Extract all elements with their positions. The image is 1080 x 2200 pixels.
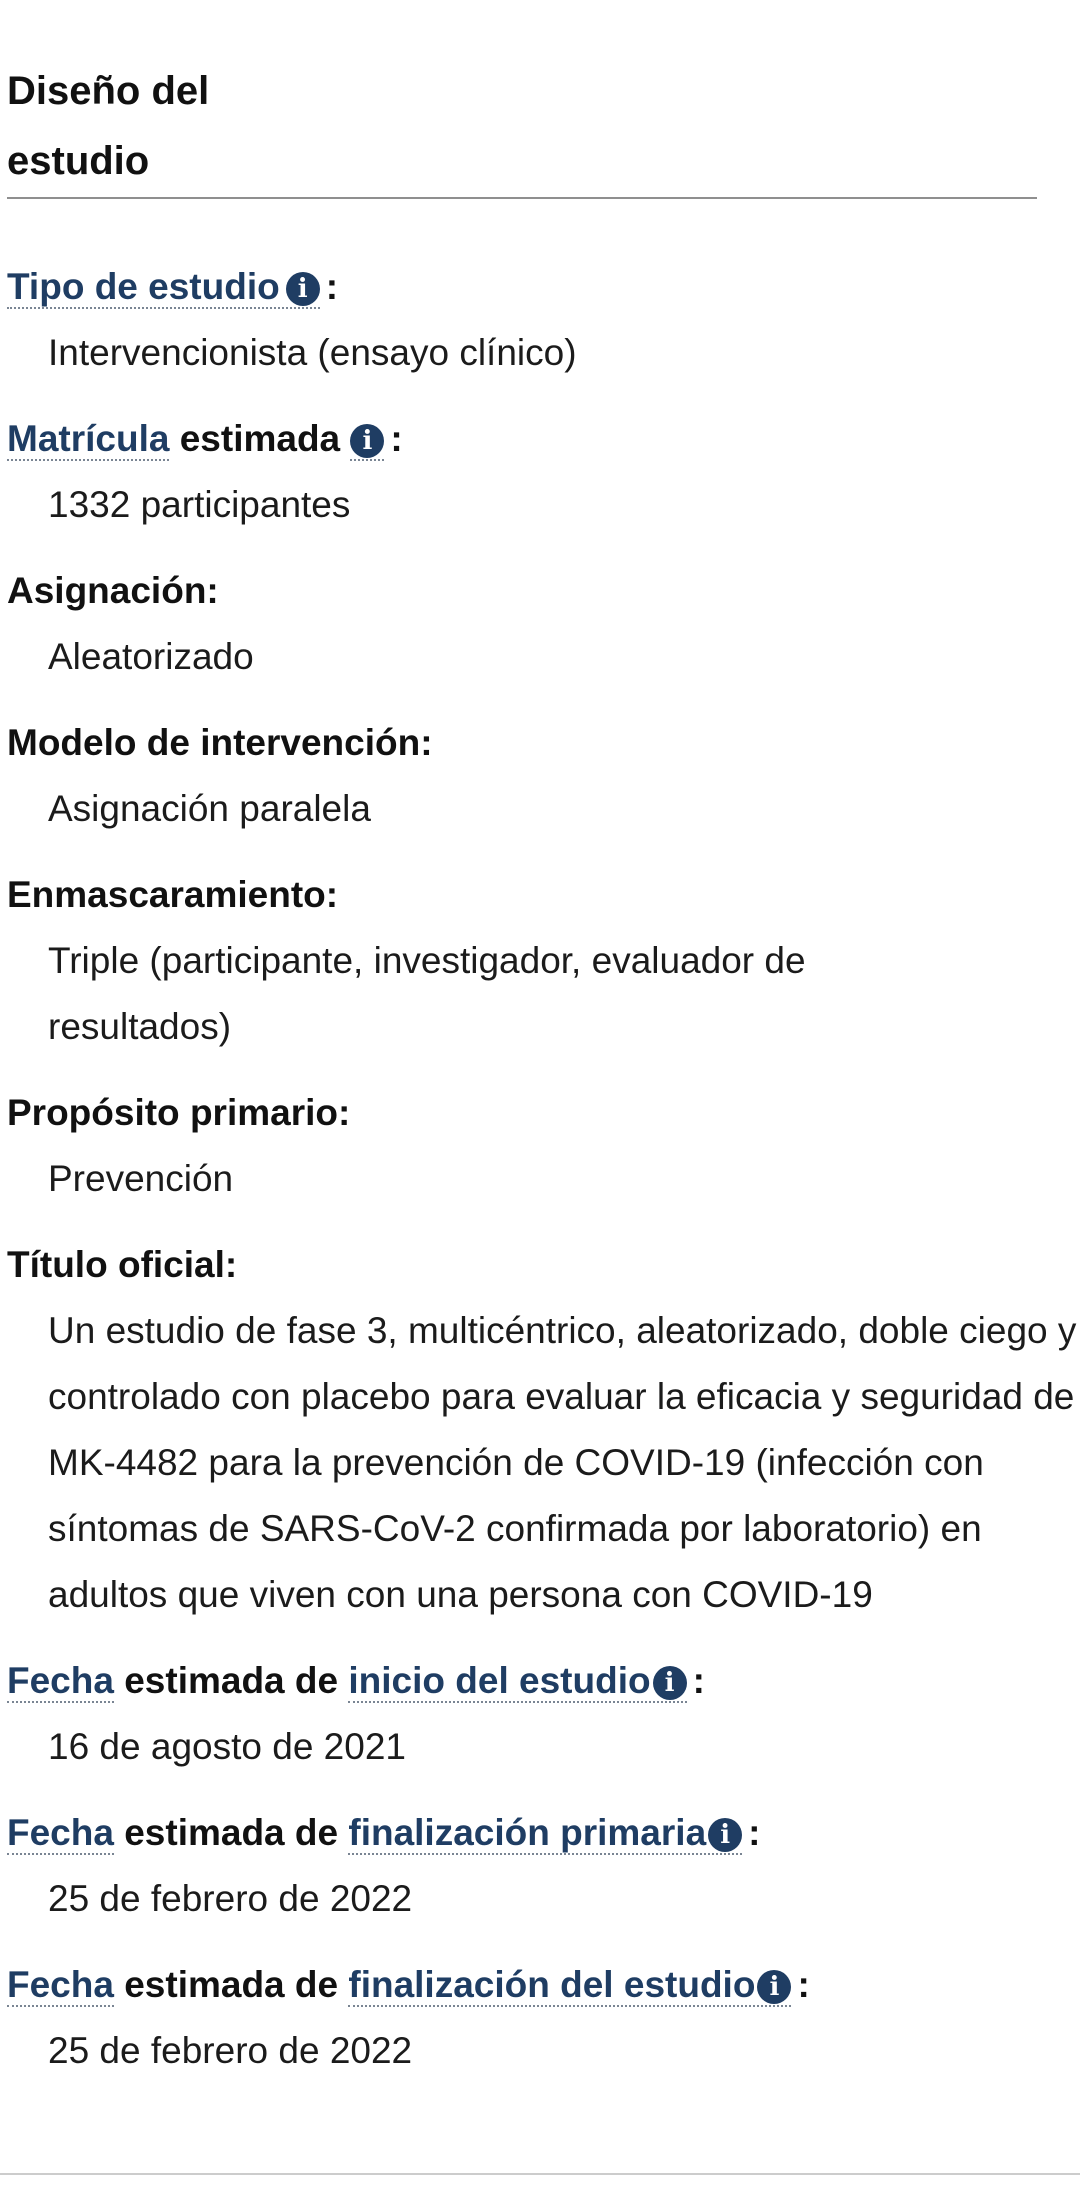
field-label xyxy=(7,1952,1080,2018)
study-completion-glossary-link[interactable] xyxy=(348,1964,791,2007)
field-primary-purpose xyxy=(7,1080,1080,1212)
field-study-type xyxy=(7,254,1080,386)
label-mid: estimada de xyxy=(113,1660,349,1701)
official-title-value: Un estudio de fase 3, multicéntrico, aleatorizado, doble ciego y controlado con placebo para evaluar la eficacia y seguridad de MK-4482 para la prevención de COVID-19 (infección con síntomas de SARS-CoV-2 confirmada por laboratorio) en adultos que viven con una persona con COVID-19 xyxy=(48,1310,1077,1615)
label-mid: estimada de xyxy=(113,1964,349,2005)
allocation-value: Aleatorizado xyxy=(48,636,254,677)
masking-label: Enmascaramiento: xyxy=(7,874,339,915)
field-label xyxy=(7,1800,1080,1866)
date-glossary-link[interactable]: Fecha xyxy=(7,1812,114,1853)
primary-purpose-label: Propósito primario: xyxy=(7,1092,351,1133)
bottom-divider xyxy=(0,2173,1080,2175)
field-masking xyxy=(7,862,1080,1060)
intervention-model-label: Modelo de intervención: xyxy=(7,722,433,763)
intervention-model-value: Asignación paralela xyxy=(48,788,371,829)
study-design-fields xyxy=(7,254,1080,2104)
study-type-label[interactable]: Tipo de estudio xyxy=(7,266,280,307)
enrollment-glossary-link[interactable]: Matrícula xyxy=(7,418,170,459)
primary-purpose-value: Prevención xyxy=(48,1158,234,1199)
date-glossary-link[interactable]: Fecha xyxy=(7,1964,114,2005)
field-primary-completion xyxy=(7,1800,1080,1932)
masking-value: Triple (participante, investigador, evaluador de resultados) xyxy=(48,940,806,1047)
section-divider xyxy=(7,197,1037,199)
label-colon: : xyxy=(748,1812,761,1853)
label-colon: : xyxy=(797,1964,810,2005)
enrollment-value: 1332 participantes xyxy=(48,484,351,525)
field-official-title xyxy=(7,1232,1080,1628)
field-label xyxy=(7,406,1080,472)
start-date-value: 16 de agosto de 2021 xyxy=(48,1726,406,1767)
info-circle-icon[interactable]: i xyxy=(757,1970,791,2004)
start-date-glossary-link[interactable] xyxy=(348,1660,686,1703)
primary-completion-glossary-link[interactable] xyxy=(348,1812,742,1855)
field-intervention-model xyxy=(7,710,1080,842)
label-colon: : xyxy=(390,418,403,459)
study-completion-term[interactable]: finalización del estudio xyxy=(348,1964,756,2005)
enrollment-info-link[interactable] xyxy=(350,418,384,461)
field-label xyxy=(7,1648,1080,1714)
date-glossary-link[interactable]: Fecha xyxy=(7,1660,114,1701)
info-circle-icon[interactable]: i xyxy=(653,1666,687,1700)
field-enrollment xyxy=(7,406,1080,538)
study-type-glossary-link[interactable] xyxy=(7,266,320,309)
official-title-label: Título oficial: xyxy=(7,1244,238,1285)
field-start-date xyxy=(7,1648,1080,1780)
study-type-value: Intervencionista (ensayo clínico) xyxy=(48,332,577,373)
label-colon: : xyxy=(692,1660,705,1701)
section-title: Diseño del estudio xyxy=(7,69,210,183)
enrollment-label-rest: estimada xyxy=(169,418,341,459)
field-study-completion xyxy=(7,1952,1080,2084)
field-label xyxy=(7,254,1080,320)
info-circle-icon[interactable]: i xyxy=(286,272,320,306)
info-circle-icon[interactable]: i xyxy=(350,424,384,458)
label-colon: : xyxy=(325,266,339,307)
allocation-label: Asignación: xyxy=(7,570,219,611)
info-circle-icon[interactable]: i xyxy=(708,1818,742,1852)
field-allocation xyxy=(7,558,1080,690)
primary-completion-value: 25 de febrero de 2022 xyxy=(48,1878,413,1919)
start-date-term[interactable]: inicio del estudio xyxy=(348,1660,651,1701)
study-completion-value: 25 de febrero de 2022 xyxy=(48,2030,413,2071)
primary-completion-term[interactable]: finalización primaria xyxy=(348,1812,707,1853)
label-mid: estimada de xyxy=(113,1812,349,1853)
